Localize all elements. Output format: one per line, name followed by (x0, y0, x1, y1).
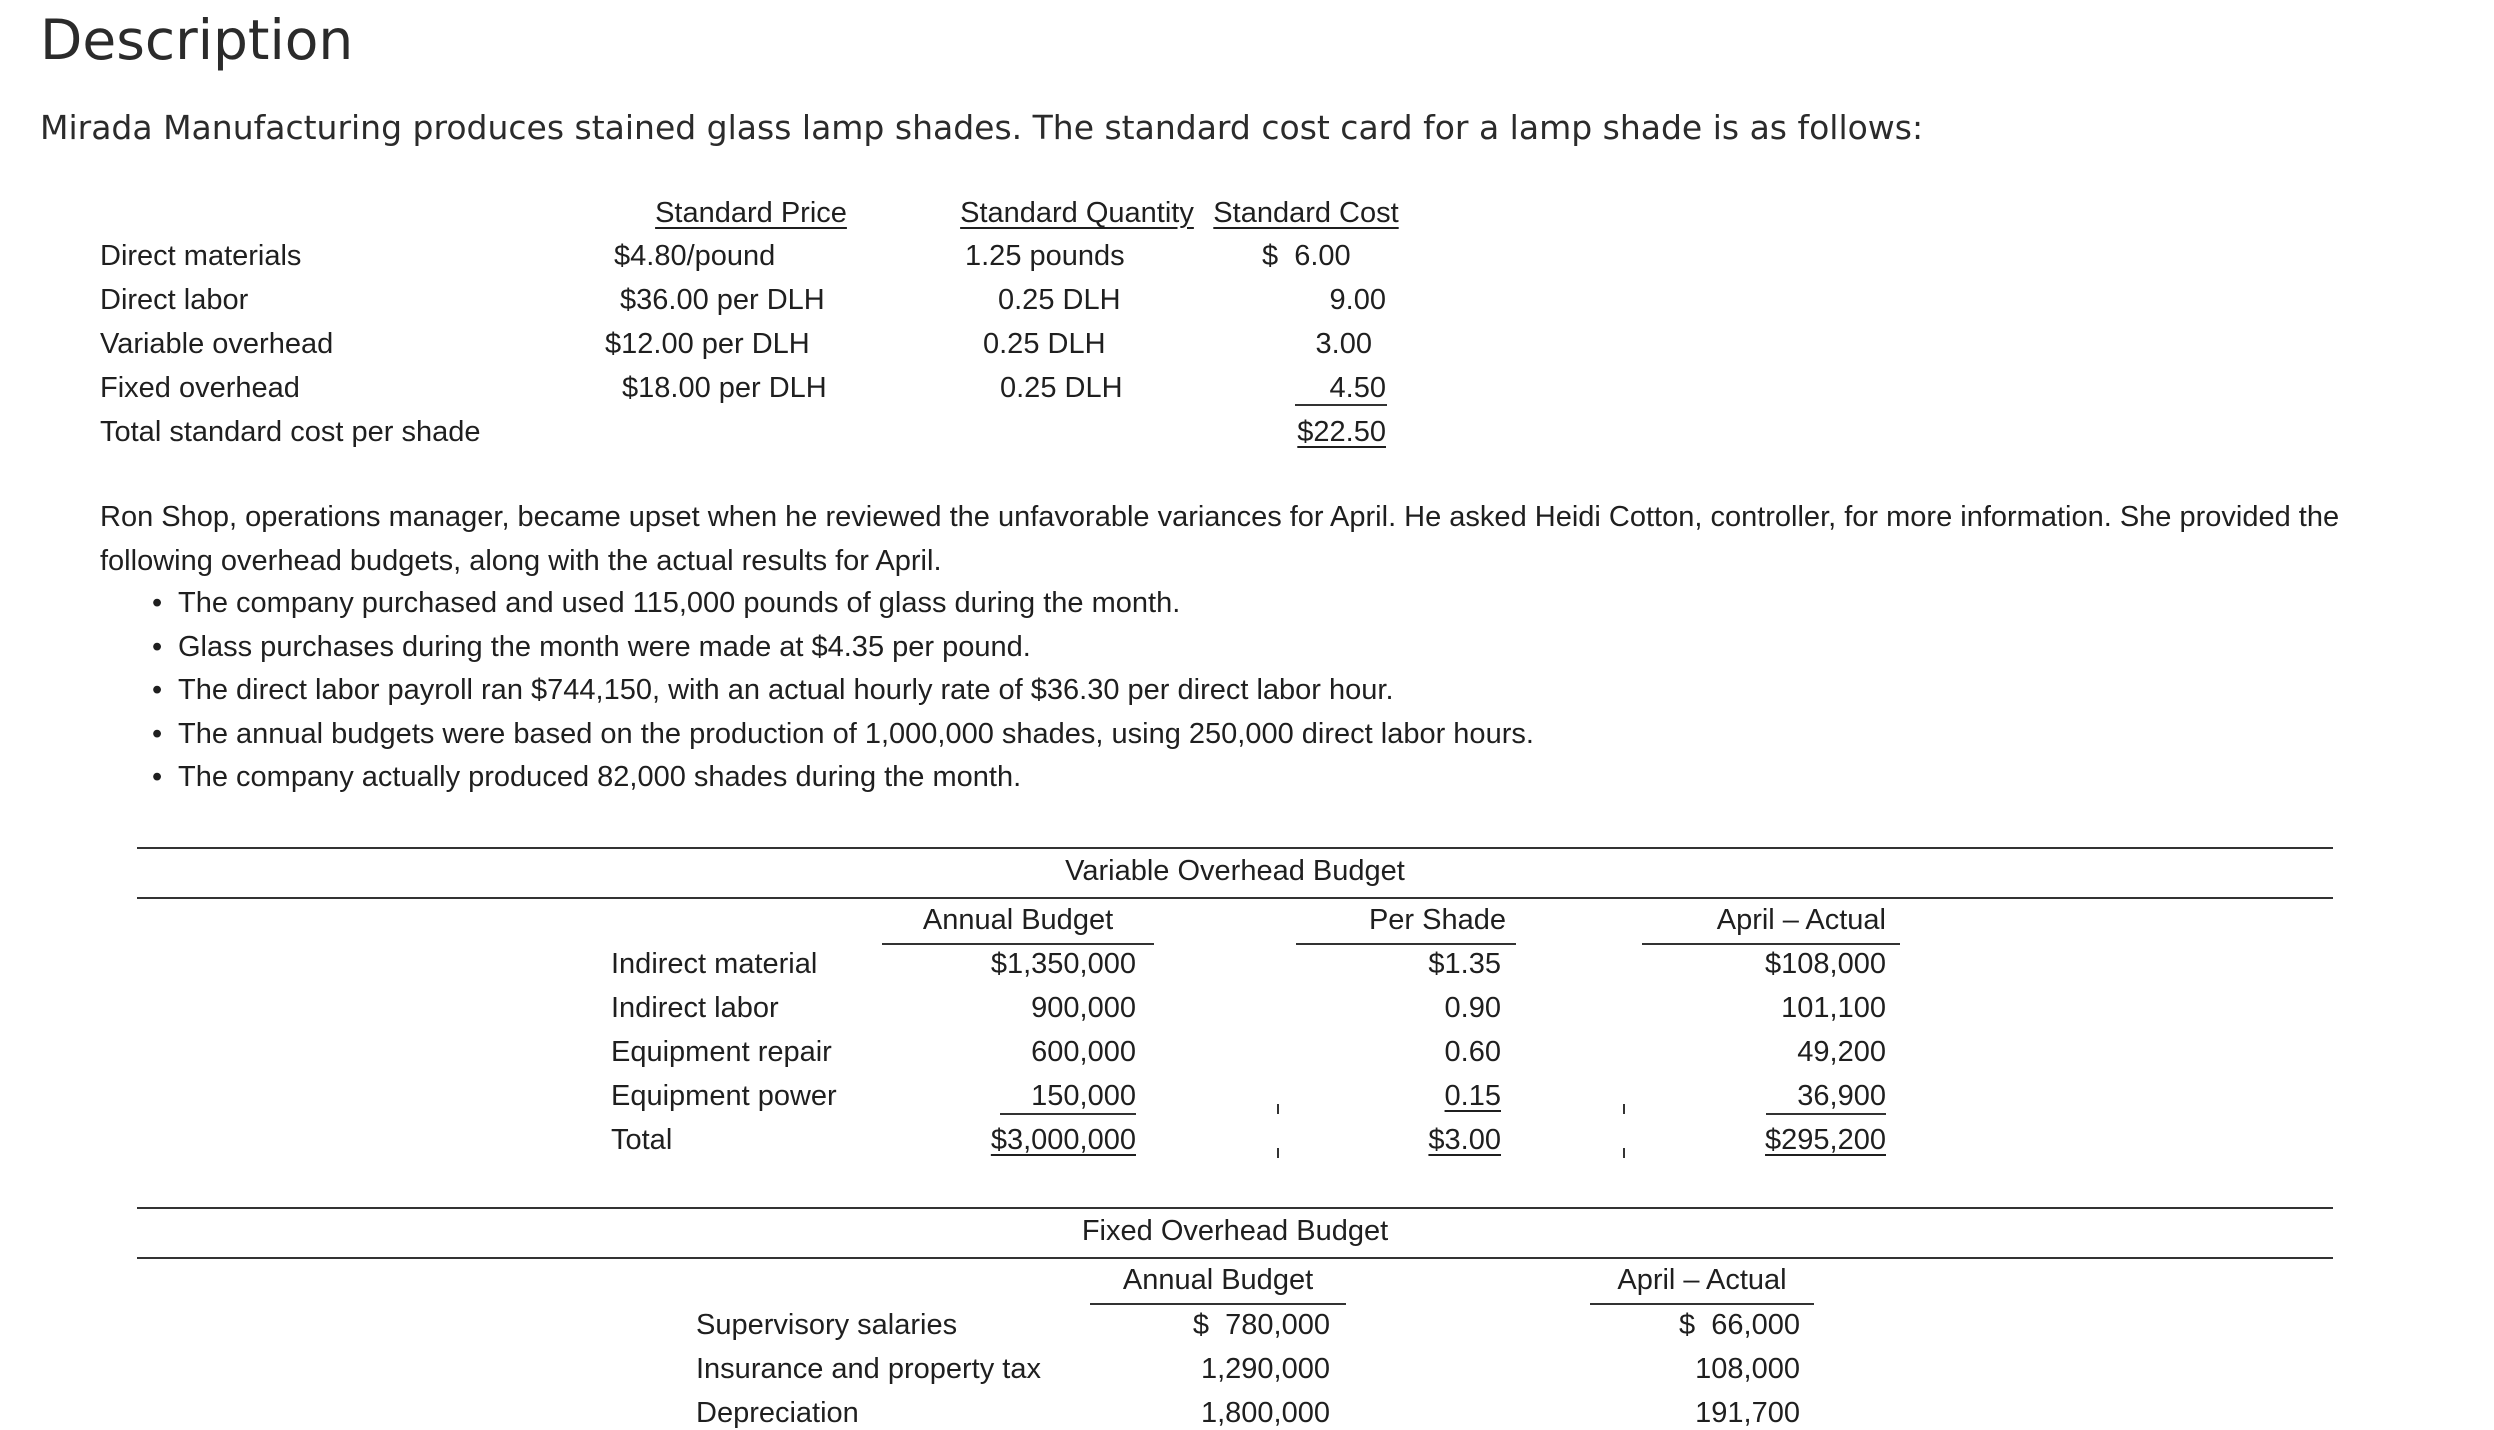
row-total-label: Total standard cost per shade (100, 416, 481, 448)
intro-text: Mirada Manufacturing produces stained glass lamp shades. The standard cost card for a lamp shade is as follows: (40, 108, 1924, 147)
vo-row-label: Equipment power (611, 1080, 837, 1112)
divider (137, 897, 2333, 899)
header-underline (1090, 1303, 1346, 1305)
fo-row-actual: 191,700 (1695, 1397, 1800, 1429)
row-total-cost: $22.50 (1297, 416, 1386, 448)
row-direct-labor-qty: 0.25 DLH (998, 284, 1121, 316)
vo-row-label: Total (611, 1124, 673, 1156)
row-direct-materials-qty: 1.25 pounds (965, 240, 1125, 272)
tick-mark (1277, 1148, 1279, 1158)
fo-row-annual: 1,290,000 (1200, 1353, 1330, 1385)
fo-row-annual: 1,800,000 (1200, 1397, 1330, 1429)
row-direct-materials-label: Direct materials (100, 240, 302, 272)
vo-row-annual: $1,350,000 (990, 948, 1136, 980)
header-underline (1590, 1303, 1814, 1305)
row-fixed-overhead-qty: 0.25 DLH (1000, 372, 1123, 404)
tick-mark (1623, 1104, 1625, 1114)
header-april-actual: April – Actual (1716, 904, 1886, 936)
vo-row-annual: 900,000 (1031, 992, 1136, 1024)
header-april-actual: April – Actual (1617, 1264, 1787, 1296)
row-variable-overhead-label: Variable overhead (100, 328, 334, 360)
list-item: • The direct labor payroll ran $744,150, with an actual hourly rate of $36.30 per direct labor hour. (178, 669, 1534, 713)
tick-mark (1277, 1104, 1279, 1114)
fo-row-label: Insurance and property tax (696, 1353, 1041, 1385)
list-item: • The annual budgets were based on the production of 1,000,000 shades, using 250,000 direct labor hours. (178, 713, 1534, 757)
variable-overhead-title: Variable Overhead Budget (1065, 855, 1405, 887)
vo-row-per-shade: 0.60 (1444, 1036, 1501, 1068)
fixed-overhead-cost-underline (1295, 404, 1387, 406)
row-direct-materials-cost: $ 6.00 (1262, 240, 1351, 272)
row-direct-labor-label: Direct labor (100, 284, 249, 316)
annual-underline (1000, 1113, 1136, 1115)
vo-row-actual: 101,100 (1781, 992, 1886, 1024)
vo-row-label: Indirect material (611, 948, 818, 980)
header-standard-cost: Standard Cost (1213, 197, 1399, 229)
divider (137, 847, 2333, 849)
fo-row-actual: 108,000 (1695, 1353, 1800, 1385)
row-variable-overhead-cost: 3.00 (1315, 328, 1372, 360)
fixed-overhead-title: Fixed Overhead Budget (1081, 1215, 1389, 1247)
header-standard-quantity: Standard Quantity (960, 197, 1194, 229)
tick-mark (1623, 1148, 1625, 1158)
fo-row-label: Supervisory salaries (696, 1309, 958, 1341)
divider (137, 1207, 2333, 1209)
vo-row-per-shade: 0.90 (1444, 992, 1501, 1024)
vo-row-actual: 36,900 (1797, 1080, 1886, 1112)
row-direct-materials-price: $4.80/pound (614, 240, 776, 272)
row-direct-labor-price: $36.00 per DLH (620, 284, 825, 316)
header-underline (1296, 943, 1516, 945)
vo-row-label: Equipment repair (611, 1036, 832, 1068)
vo-row-label: Indirect labor (611, 992, 779, 1024)
list-item: • The company purchased and used 115,000 pounds of glass during the month. (178, 582, 1534, 626)
vo-row-per-shade: 0.15 (1444, 1080, 1501, 1112)
header-annual-budget: Annual Budget (1122, 1264, 1314, 1296)
list-item: • Glass purchases during the month were made at $4.35 per pound. (178, 626, 1534, 670)
row-variable-overhead-price: $12.00 per DLH (605, 328, 810, 360)
fo-row-annual: $ 780,000 (1192, 1309, 1330, 1341)
vo-row-actual: $295,200 (1765, 1124, 1886, 1156)
row-fixed-overhead-price: $18.00 per DLH (622, 372, 827, 404)
row-fixed-overhead-cost: 4.50 (1329, 372, 1386, 404)
vo-row-actual: 49,200 (1797, 1036, 1886, 1068)
header-underline (882, 943, 1154, 945)
header-underline (1642, 943, 1900, 945)
page-title: Description (40, 8, 354, 72)
vo-row-annual: $3,000,000 (990, 1124, 1136, 1156)
vo-row-per-shade: $1.35 (1428, 948, 1501, 980)
actual-underline (1766, 1113, 1886, 1115)
row-direct-labor-cost: 9.00 (1329, 284, 1386, 316)
divider (137, 1257, 2333, 1259)
vo-row-actual: $108,000 (1765, 948, 1886, 980)
vo-row-annual: 600,000 (1031, 1036, 1136, 1068)
fo-row-label: Depreciation (696, 1397, 859, 1429)
header-annual-budget: Annual Budget (922, 904, 1114, 936)
vo-row-annual: 150,000 (1031, 1080, 1136, 1112)
variance-paragraph: Ron Shop, operations manager, became upset when he reviewed the unfavorable variances for April. He asked Heidi Cotton, controller, for more information. She provided the following overhead budgets, along with the actual results for April. (100, 501, 2340, 577)
fo-row-actual: $ 66,000 (1679, 1309, 1800, 1341)
row-variable-overhead-qty: 0.25 DLH (983, 328, 1106, 360)
facts-list (178, 582, 1534, 800)
vo-row-per-shade: $3.00 (1428, 1124, 1501, 1156)
list-item: • The company actually produced 82,000 shades during the month. (178, 756, 1534, 800)
header-standard-price: Standard Price (655, 197, 847, 229)
header-per-shade: Per Shade (1368, 904, 1506, 936)
row-fixed-overhead-label: Fixed overhead (100, 372, 300, 404)
